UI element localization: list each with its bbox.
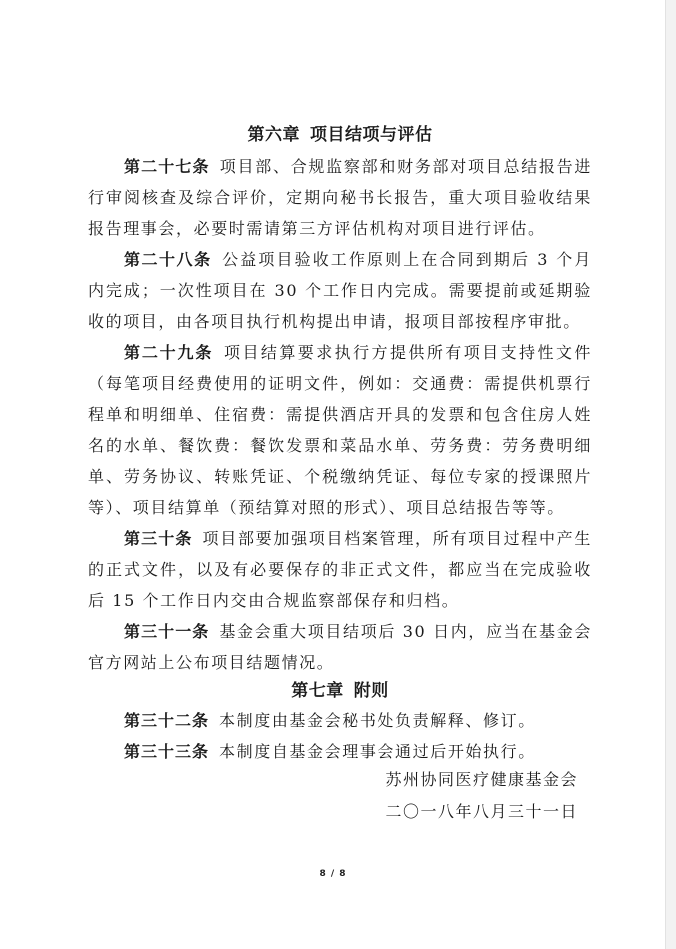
signature-organization: 苏州协同医疗健康基金会	[385, 770, 578, 789]
chapter-number: 第七章	[291, 681, 344, 701]
article-label: 第三十条	[124, 529, 193, 548]
chapter-heading-6	[88, 122, 592, 149]
article-label: 第三十二条	[124, 711, 210, 730]
article-32	[88, 705, 592, 736]
article-33	[88, 736, 592, 767]
article-label: 第二十八条	[124, 250, 212, 269]
chapter-number: 第六章	[247, 125, 300, 145]
viewer-scroll-gutter[interactable]	[665, 0, 676, 949]
article-text: 项目部、合规监察部和财务部对项目总结报告进行审阅核查及综合评价，定期向秘书长报告，重大项目验收结果报告理事会，必要时需请第三方评估机构对项目进行评估。	[88, 157, 592, 238]
chapter-heading-7	[88, 678, 592, 705]
chapter-title: 项目结项与评估	[310, 125, 433, 145]
article-label: 第二十七条	[124, 157, 210, 176]
article-text: 项目结算要求执行方提供所有项目支持性文件（每笔项目经费使用的证明文件，例如：交通费：需提供机票行程单和明细单、住宿费：需提供酒店开具的发票和包含住房人姓名的水单、餐饮费：餐饮发票和菜品水单、劳务费：劳务费明细单、劳务协议、转账凭证、个税缴纳凭证、每位专家的授课照片等）、项目结算单（预结算对照的形式）、项目总结报告等等。	[88, 343, 592, 517]
article-30	[88, 523, 592, 616]
article-label: 第三十一条	[124, 622, 210, 641]
article-label: 第三十三条	[124, 742, 210, 761]
page-indicator: 8 / 8	[319, 869, 347, 879]
article-text: 基金会重大项目结项后 30 日内，应当在基金会官方网站上公布项目结题情况。	[88, 622, 592, 672]
article-text: 本制度自基金会理事会通过后开始执行。	[219, 742, 536, 761]
document-body	[88, 122, 592, 767]
article-text: 本制度由基金会秘书处负责解释、修订。	[219, 711, 536, 730]
chapter-title: 附则	[353, 681, 389, 701]
article-text: 项目部要加强项目档案管理，所有项目过程中产生的正式文件，以及有必要保存的非正式文件，都应当在完成验收后 15 个工作日内交由合规监察部保存和归档。	[88, 529, 592, 610]
article-label: 第二十九条	[124, 343, 214, 362]
article-27	[88, 151, 592, 244]
article-29	[88, 337, 592, 523]
article-28	[88, 244, 592, 337]
signature-date: 二〇一八年八月三十一日	[385, 802, 578, 821]
article-31	[88, 616, 592, 678]
article-text: 公益项目验收工作原则上在合同到期后 3 个月内完成；一次性项目在 30 个工作日内完成。需要提前或延期验收的项目，由各项目执行机构提出申请，报项目部按程序审批。	[88, 250, 592, 331]
